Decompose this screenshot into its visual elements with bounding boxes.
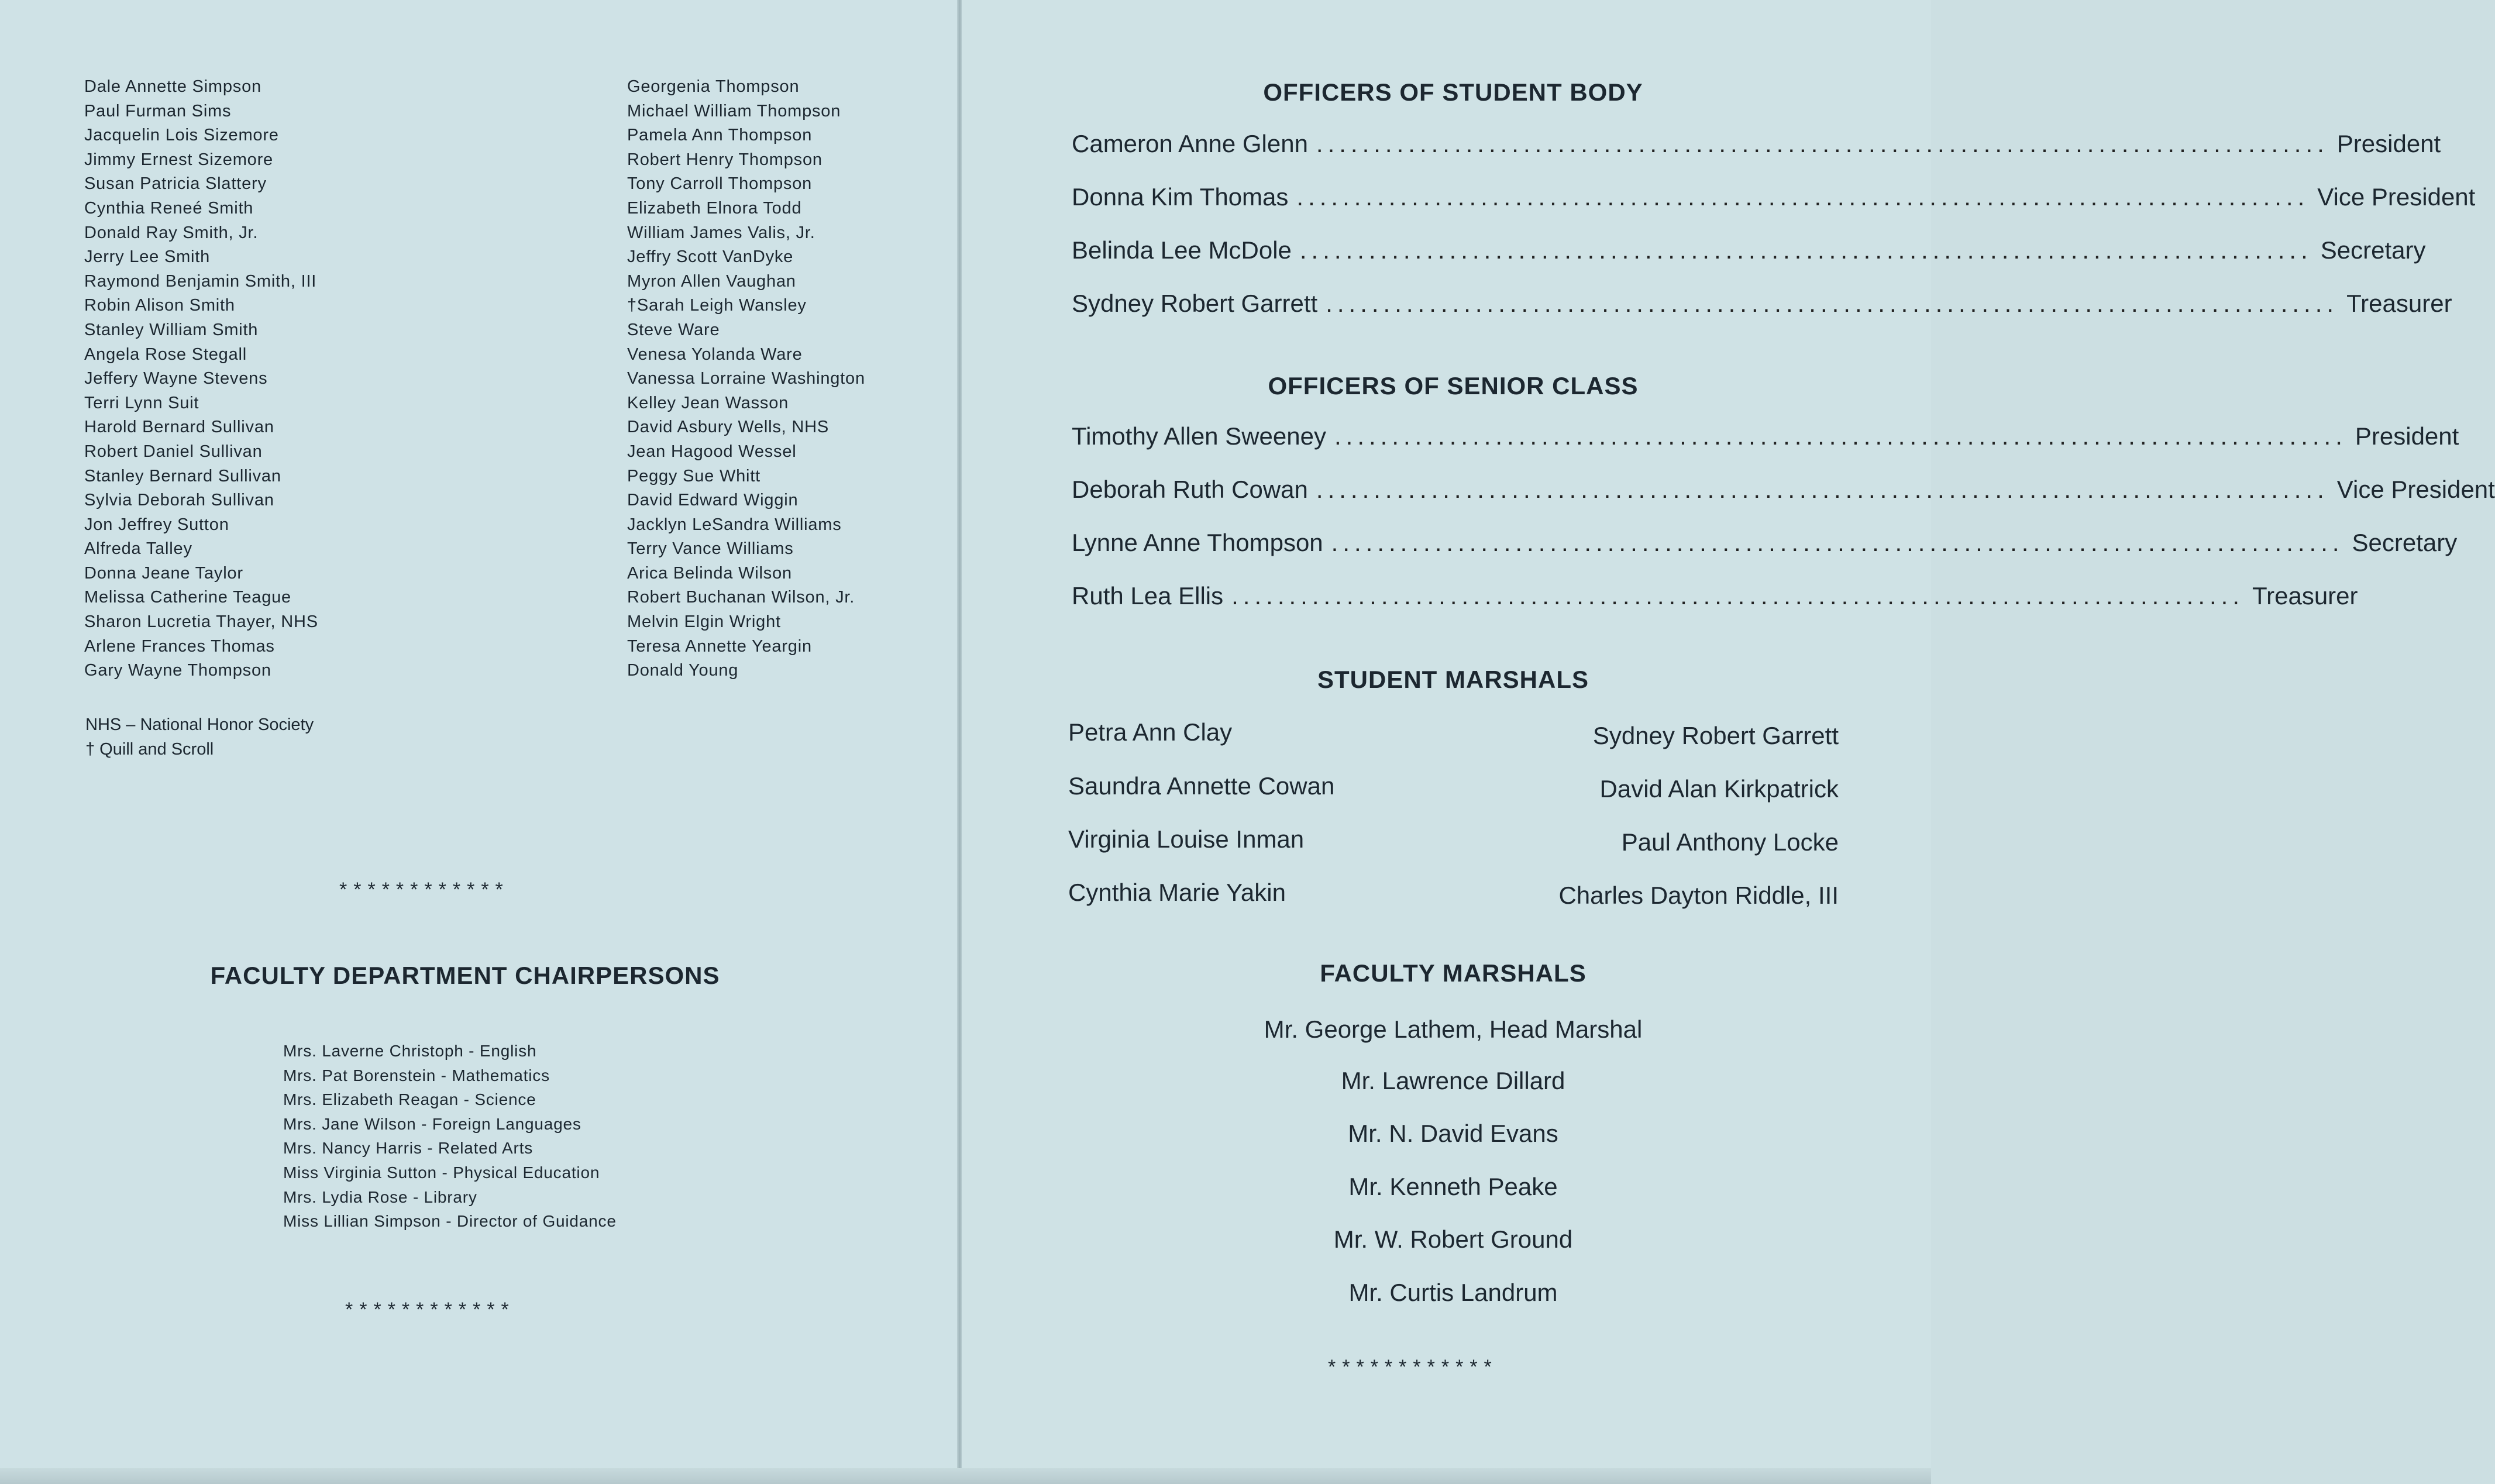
officer-name: Deborah Ruth Cowan [1072, 476, 1308, 503]
officer-row [1072, 422, 2459, 457]
dot-leader: ........................................................................................ [1231, 582, 2245, 610]
graduate-name: Stanley Bernard Sullivan [84, 466, 281, 486]
legend [85, 712, 314, 762]
faculty-marshal: Mr. Curtis Landrum [1348, 1279, 1558, 1306]
graduate-name: Alfreda Talley [84, 539, 192, 559]
dot-leader: ........................................................................................ [1296, 183, 2310, 211]
officer-name: Ruth Lea Ellis [1072, 582, 1224, 610]
student-marshal: Virginia Louise Inman [1068, 825, 1305, 853]
separator-stars: ************ [345, 1299, 515, 1321]
graduate-name: David Edward Wiggin [627, 491, 799, 510]
graduate-name: †Sarah Leigh Wansley [627, 296, 807, 315]
graduate-name: Jean Hagood Wessel [627, 442, 797, 461]
graduate-name: Tony Carroll Thompson [627, 174, 813, 194]
officer-name: Belinda Lee McDole [1072, 236, 1292, 264]
legend-quill-and-scroll: † Quill and Scroll [85, 740, 214, 759]
chairperson: Mrs. Pat Borenstein - Mathematics [283, 1066, 550, 1084]
faculty-marshal: Mr. Lawrence Dillard [1341, 1067, 1565, 1094]
graduate-name: Vanessa Lorraine Washington [627, 369, 865, 388]
officer-role: President [2355, 422, 2459, 450]
officer-name: Sydney Robert Garrett [1072, 290, 1318, 317]
graduate-name: Melvin Elgin Wright [627, 612, 781, 632]
officer-row [1072, 183, 2476, 218]
officer-name: Lynne Anne Thompson [1072, 529, 1323, 556]
graduate-name: Melissa Catherine Teague [84, 588, 291, 607]
graduate-name: Gary Wayne Thompson [84, 661, 271, 680]
graduate-name: Arlene Frances Thomas [84, 636, 275, 656]
faculty-marshal: Mr. Kenneth Peake [1348, 1173, 1558, 1200]
graduate-name: Georgenia Thompson [627, 77, 800, 96]
legend-nhs: NHS – National Honor Society [85, 715, 314, 734]
officer-row [1072, 290, 2452, 325]
graduate-name: Jimmy Ernest Sizemore [84, 150, 273, 169]
officer-role: Vice President [2336, 476, 2495, 503]
graduate-name: Terry Vance Williams [627, 539, 794, 559]
faculty-marshal: Mr. George Lathem, Head Marshal [1264, 1015, 1643, 1043]
graduate-name: David Asbury Wells, NHS [627, 418, 830, 437]
officer-name: Cameron Anne Glenn [1072, 130, 1308, 157]
graduates-column-1 [84, 75, 318, 683]
officer-name: Donna Kim Thomas [1072, 183, 1289, 211]
officer-row [1072, 130, 2441, 165]
officer-name: Timothy Allen Sweeney [1072, 422, 1326, 450]
page-bottom-edge [0, 1468, 1931, 1484]
graduate-name: Arica Belinda Wilson [627, 563, 792, 583]
graduate-name: Donald Ray Smith, Jr. [84, 223, 259, 242]
chairperson: Miss Virginia Sutton - Physical Education [283, 1163, 600, 1182]
graduate-name: Sylvia Deborah Sullivan [84, 491, 274, 510]
graduate-name: Terri Lynn Suit [84, 393, 199, 412]
dot-leader: ........................................................................................ [1299, 236, 2312, 264]
graduate-name: Teresa Annette Yeargin [627, 636, 812, 656]
graduate-name: Jacquelin Lois Sizemore [84, 126, 279, 145]
chairperson: Mrs. Laverne Christoph - English [283, 1042, 537, 1060]
graduate-name: Robert Daniel Sullivan [84, 442, 263, 461]
dot-leader: ........................................................................................ [1316, 130, 2329, 157]
faculty-chairs-title: FACULTY DEPARTMENT CHAIRPERSONS [210, 962, 720, 989]
graduate-name: Jeffery Wayne Stevens [84, 369, 268, 388]
graduate-name: Elizabeth Elnora Todd [627, 198, 802, 218]
graduate-name: Myron Allen Vaughan [627, 271, 796, 291]
student-marshals-title: STUDENT MARSHALS [1317, 666, 1589, 693]
student-marshal: Paul Anthony Locke [1621, 828, 1839, 856]
graduate-name: Jeffry Scott VanDyke [627, 247, 794, 267]
officer-row [1072, 529, 2458, 564]
student-marshal: Sydney Robert Garrett [1592, 722, 1839, 749]
graduate-name: Raymond Benjamin Smith, III [84, 271, 317, 291]
faculty-chairs-list [283, 1039, 617, 1234]
officer-role: Secretary [2352, 529, 2458, 556]
officer-role: President [2336, 130, 2441, 157]
student-marshal: Petra Ann Clay [1068, 718, 1233, 746]
graduate-name: William James Valis, Jr. [627, 223, 815, 242]
dot-leader: ........................................................................................ [1326, 290, 2339, 317]
graduate-name: Donald Young [627, 661, 739, 680]
graduates-column-2 [627, 75, 865, 683]
graduate-name: Donna Jeane Taylor [84, 563, 243, 583]
graduate-name: Robin Alison Smith [84, 296, 235, 315]
graduate-name: Kelley Jean Wasson [627, 393, 789, 412]
officer-row [1072, 582, 2358, 617]
dot-leader: ........................................................................................ [1334, 422, 2347, 450]
dot-leader: ........................................................................................ [1331, 529, 2344, 556]
student-marshal: Saundra Annette Cowan [1068, 772, 1335, 800]
officer-row [1072, 476, 2495, 511]
dot-leader: ........................................................................................ [1316, 476, 2329, 503]
graduate-name: Angela Rose Stegall [84, 345, 247, 364]
student-marshal: Charles Dayton Riddle, III [1558, 882, 1839, 909]
graduate-name: Jerry Lee Smith [84, 247, 211, 267]
student-body-title: OFFICERS OF STUDENT BODY [1263, 78, 1643, 106]
chairperson: Mrs. Lydia Rose - Library [283, 1187, 477, 1206]
graduate-name: Harold Bernard Sullivan [84, 418, 274, 437]
officer-row [1072, 236, 2426, 271]
faculty-marshals-title: FACULTY MARSHALS [1320, 959, 1587, 987]
graduate-name: Jon Jeffrey Sutton [84, 515, 229, 534]
graduate-name: Robert Buchanan Wilson, Jr. [627, 588, 855, 607]
chairperson: Miss Lillian Simpson - Director of Guidance [283, 1212, 617, 1231]
graduate-name: Dale Annette Simpson [84, 77, 261, 96]
graduate-name: Paul Furman Sims [84, 101, 232, 120]
graduate-name: Jacklyn LeSandra Williams [627, 515, 842, 534]
graduate-name: Cynthia Reneé Smith [84, 198, 254, 218]
graduate-name: Pamela Ann Thompson [627, 126, 813, 145]
faculty-marshal: Mr. N. David Evans [1348, 1120, 1558, 1147]
student-marshal: Cynthia Marie Yakin [1068, 879, 1286, 906]
graduate-name: Robert Henry Thompson [627, 150, 823, 169]
faculty-marshal: Mr. W. Robert Ground [1333, 1225, 1573, 1253]
graduate-name: Venesa Yolanda Ware [627, 345, 803, 364]
separator-stars: ************ [339, 879, 510, 901]
graduate-name: Michael William Thompson [627, 101, 841, 120]
officer-role: Treasurer [2252, 582, 2358, 610]
separator-stars: ************ [1328, 1356, 1498, 1378]
officer-role: Treasurer [2346, 290, 2452, 317]
senior-class-title: OFFICERS OF SENIOR CLASS [1268, 372, 1639, 400]
left-page [0, 0, 959, 1484]
graduate-name: Sharon Lucretia Thayer, NHS [84, 612, 318, 632]
graduate-name: Stanley William Smith [84, 320, 259, 339]
graduate-name: Peggy Sue Whitt [627, 466, 760, 486]
officer-role: Secretary [2320, 236, 2426, 264]
graduate-name: Susan Patricia Slattery [84, 174, 267, 194]
chairperson: Mrs. Elizabeth Reagan - Science [283, 1090, 536, 1109]
chairperson: Mrs. Jane Wilson - Foreign Languages [283, 1114, 581, 1133]
chairperson: Mrs. Nancy Harris - Related Arts [283, 1139, 534, 1158]
graduate-name: Steve Ware [627, 320, 720, 339]
officer-role: Vice President [2317, 183, 2476, 211]
student-marshal: David Alan Kirkpatrick [1599, 775, 1839, 803]
